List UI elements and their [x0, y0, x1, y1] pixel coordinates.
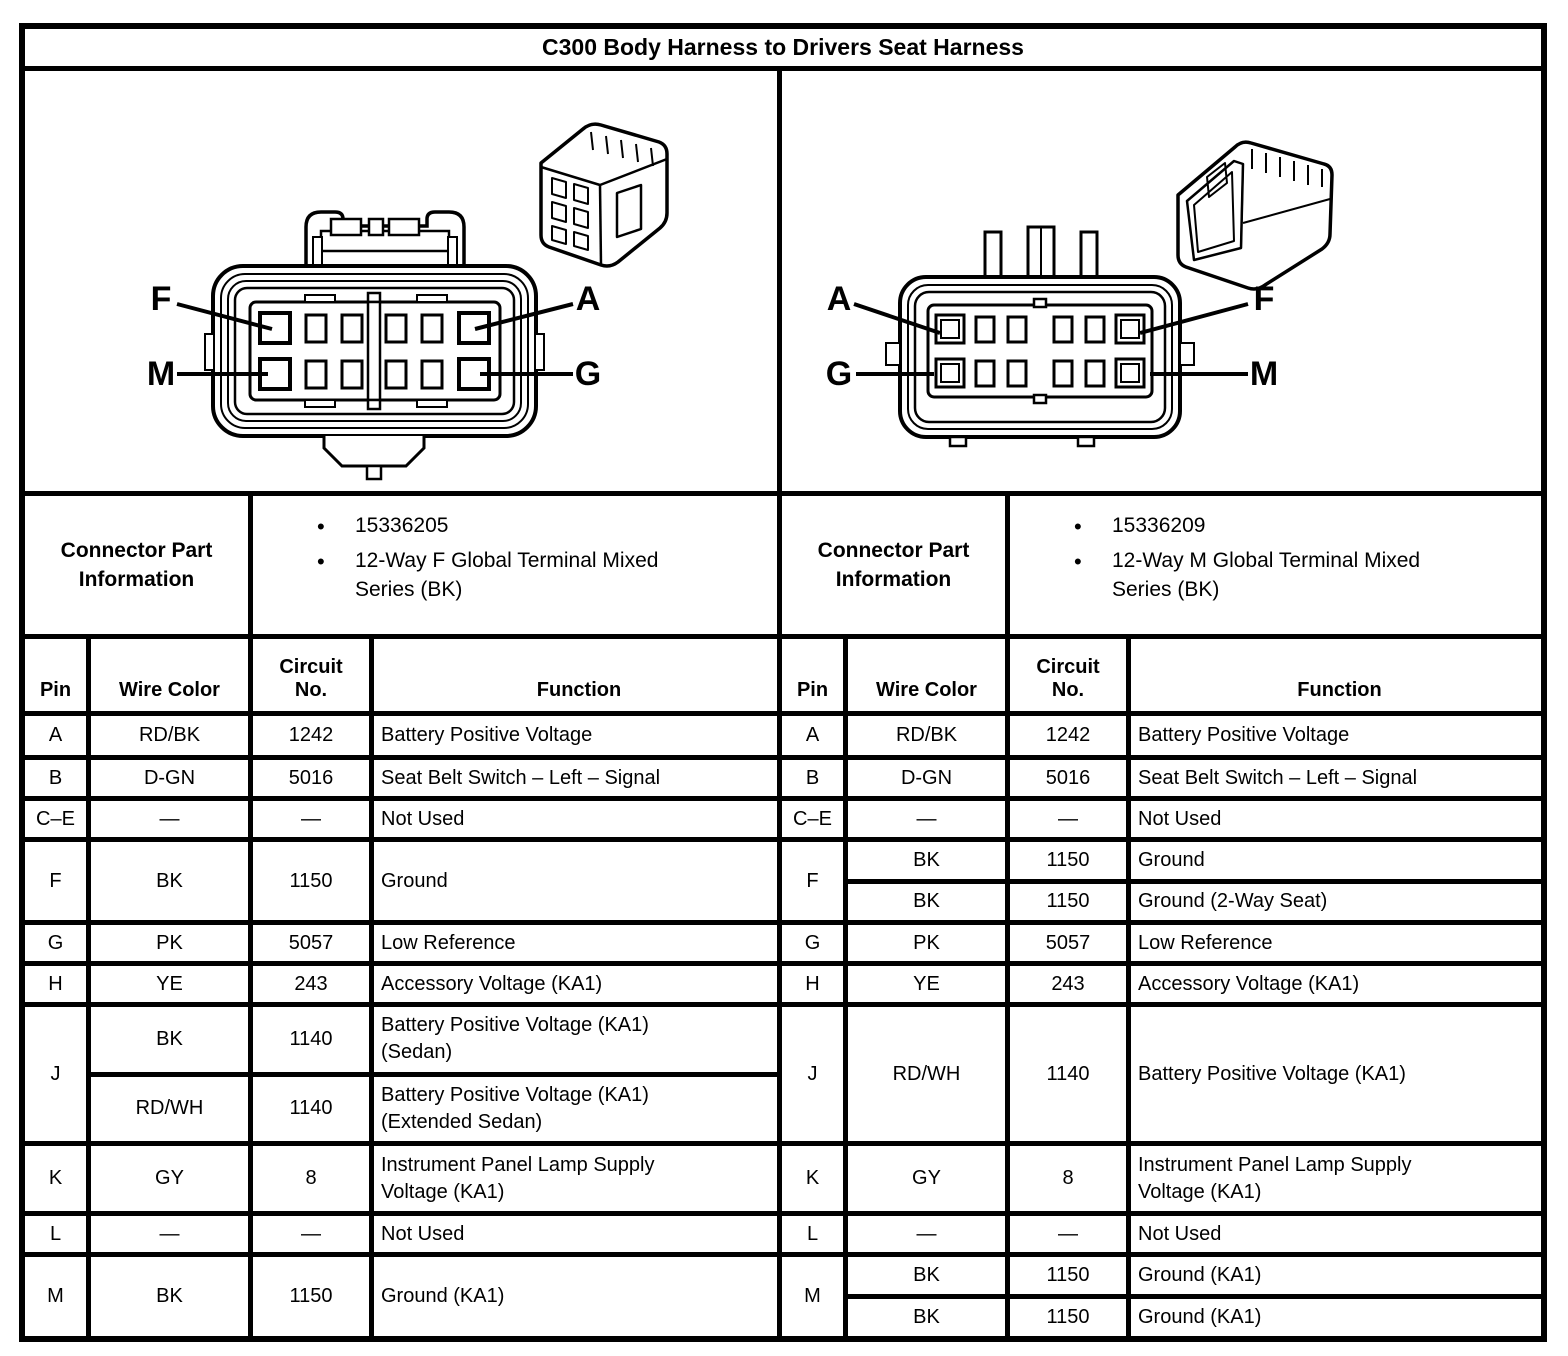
function-cell: Battery Positive Voltage — [1138, 724, 1350, 746]
circuit-cell: 1150 — [253, 1257, 374, 1336]
table-subrow — [848, 842, 1541, 879]
bullet-icon — [1074, 512, 1112, 543]
table-row — [782, 1211, 1541, 1252]
pin-cell: H — [782, 966, 848, 1002]
column-header-circuit-no: Circuit No. — [1010, 639, 1131, 711]
pin-cell: A — [782, 716, 848, 755]
table-header-row — [25, 639, 777, 711]
function-cell: Ground (KA1) — [381, 1285, 505, 1307]
circuit-cell: 1150 — [1010, 1299, 1131, 1336]
right-pin-label-bottom-right: M — [1249, 355, 1279, 393]
circuit-cell: 1140 — [253, 1007, 374, 1072]
pin-cell: G — [25, 925, 91, 961]
right-connector-top-tabs — [985, 227, 1097, 280]
circuit-cell: 1140 — [1010, 1007, 1131, 1141]
pin-cell: J — [782, 1007, 848, 1141]
list-item: • 12-Way M Global Terminal Mixed Series (BK) — [1074, 547, 1533, 605]
wire-color-cell: BK — [91, 842, 253, 920]
table-row — [25, 961, 777, 1002]
table-row — [782, 755, 1541, 796]
pin-cell: A — [25, 716, 91, 755]
circuit-cell: 1242 — [253, 716, 374, 755]
wire-color-cell: BK — [91, 1257, 253, 1336]
circuit-cell: 1150 — [1010, 884, 1131, 921]
function-cell: Instrument Panel Lamp Supply Voltage (KA1) — [1138, 1153, 1412, 1203]
table-row — [25, 1252, 777, 1336]
left-part-info-label: Connector Part Information — [25, 496, 253, 634]
right-connector-face-drawing — [782, 71, 1533, 491]
circuit-cell: 5016 — [253, 760, 374, 796]
circuit-cell: — — [1010, 1216, 1131, 1252]
function-cell: Battery Positive Voltage — [381, 724, 593, 746]
connector-part-info-row — [25, 496, 1541, 639]
left-connector-3d-view — [541, 124, 667, 266]
function-cell: Seat Belt Switch – Left – Signal — [1138, 766, 1418, 789]
left-pin-table — [25, 639, 782, 1336]
right-part-info-label: Connector Part Information — [782, 496, 1010, 634]
pin-cell: L — [25, 1216, 91, 1252]
column-header-pin: Pin — [782, 639, 848, 711]
wire-color-cell: — — [848, 1216, 1010, 1252]
function-cell: Not Used — [381, 807, 465, 830]
left-pin-label-bottom-right: G — [574, 355, 602, 393]
circuit-cell: — — [253, 1216, 374, 1252]
table-row — [25, 711, 777, 755]
left-connector-diagram — [25, 71, 782, 491]
circuit-cell: 1150 — [1010, 1257, 1131, 1294]
circuit-cell: 243 — [1010, 966, 1131, 1002]
function-cell: Not Used — [1138, 807, 1222, 830]
circuit-cell: 1140 — [253, 1077, 374, 1142]
column-header-wire-color: Wire Color — [848, 639, 1010, 711]
pin-cell: K — [782, 1146, 848, 1211]
function-cell: Ground (KA1) — [1138, 1264, 1262, 1286]
bullet-icon — [317, 547, 355, 605]
wire-color-cell: D-GN — [848, 760, 1010, 796]
function-cell: Accessory Voltage (KA1) — [381, 972, 603, 995]
function-cell: Ground — [381, 869, 448, 892]
circuit-cell: — — [1010, 801, 1131, 837]
pin-cell: H — [25, 966, 91, 1002]
wire-color-cell: BK — [848, 1257, 1010, 1294]
pin-cell: K — [25, 1146, 91, 1211]
right-connector-3d-view — [1178, 142, 1332, 289]
list-item: • 12-Way F Global Terminal Mixed Series (BK) — [317, 547, 769, 605]
circuit-cell: 5016 — [1010, 760, 1131, 796]
bullet-icon — [317, 512, 355, 543]
table-row — [782, 1002, 1541, 1141]
wire-color-cell: BK — [848, 1299, 1010, 1336]
wire-color-cell: BK — [848, 842, 1010, 879]
wire-color-cell: RD/BK — [848, 716, 1010, 755]
table-row — [782, 1141, 1541, 1211]
circuit-cell: 5057 — [1010, 925, 1131, 961]
column-header-circuit-no: Circuit No. — [253, 639, 374, 711]
pin-cell: M — [782, 1257, 848, 1336]
table-row — [25, 796, 777, 837]
wire-color-cell: — — [91, 801, 253, 837]
function-cell: Battery Positive Voltage (KA1) (Sedan) — [381, 1014, 649, 1064]
right-pin-label-top-right: F — [1253, 280, 1275, 318]
right-connector-diagram — [782, 71, 1541, 491]
function-cell: Ground — [1138, 848, 1205, 871]
function-cell: Instrument Panel Lamp Supply Voltage (KA1) — [381, 1153, 655, 1203]
column-header-function: Function — [1297, 679, 1382, 701]
pin-cell: B — [25, 760, 91, 796]
page-title: C300 Body Harness to Drivers Seat Harness — [25, 29, 1541, 71]
right-connector-face — [886, 277, 1194, 446]
function-cell: Ground (KA1) — [1138, 1306, 1262, 1328]
list-item: • 15336205 — [317, 512, 769, 543]
table-row — [782, 1252, 1541, 1336]
pin-cell: C–E — [25, 801, 91, 837]
wire-color-cell: PK — [91, 925, 253, 961]
pin-tables — [25, 639, 1541, 1336]
table-header-row — [782, 639, 1541, 711]
function-cell: Low Reference — [1138, 931, 1273, 954]
pin-cell: F — [782, 842, 848, 920]
wire-color-cell: — — [91, 1216, 253, 1252]
table-subrow — [848, 879, 1541, 921]
circuit-cell: 243 — [253, 966, 374, 1002]
column-header-function: Function — [536, 679, 622, 701]
circuit-cell: 5057 — [253, 925, 374, 961]
wire-color-cell: YE — [91, 966, 253, 1002]
table-row — [25, 1002, 777, 1141]
pin-cell: L — [782, 1216, 848, 1252]
table-row — [25, 1211, 777, 1252]
pin-cell: M — [25, 1257, 91, 1336]
bullet-icon — [1074, 547, 1112, 605]
left-pin-label-bottom-left: M — [146, 355, 176, 393]
wire-color-cell: D-GN — [91, 760, 253, 796]
table-row — [782, 711, 1541, 755]
right-pin-table — [782, 639, 1541, 1336]
table-row — [25, 1141, 777, 1211]
left-connector-face-drawing — [25, 71, 777, 491]
wire-color-cell: YE — [848, 966, 1010, 1002]
table-row — [25, 920, 777, 961]
column-header-wire-color: Wire Color — [91, 639, 253, 711]
wire-color-cell: RD/WH — [91, 1077, 253, 1142]
circuit-cell: — — [253, 801, 374, 837]
wire-color-cell: BK — [91, 1007, 253, 1072]
wire-color-cell: — — [848, 801, 1010, 837]
connector-diagrams — [25, 71, 1541, 496]
pin-cell: C–E — [782, 801, 848, 837]
circuit-cell: 1242 — [1010, 716, 1131, 755]
function-cell: Not Used — [1138, 1222, 1222, 1245]
wire-color-cell: RD/BK — [91, 716, 253, 755]
list-item: • 15336209 — [1074, 512, 1533, 543]
function-cell: Not Used — [381, 1222, 465, 1245]
table-row — [782, 837, 1541, 920]
left-connector-lock-tab — [306, 212, 464, 267]
circuit-cell: 8 — [1010, 1146, 1131, 1211]
circuit-cell: 8 — [253, 1146, 374, 1211]
table-subrow — [848, 1294, 1541, 1336]
right-pin-label-bottom-left: G — [825, 355, 853, 393]
table-subrow — [91, 1007, 777, 1072]
table-subrow — [848, 1257, 1541, 1294]
table-row — [782, 961, 1541, 1002]
wire-color-cell: RD/WH — [848, 1007, 1010, 1141]
function-cell: Battery Positive Voltage (KA1) (Extended Sedan) — [381, 1083, 649, 1133]
document-frame — [19, 23, 1547, 1342]
table-row — [25, 837, 777, 920]
wire-color-cell: GY — [91, 1146, 253, 1211]
function-cell: Low Reference — [381, 931, 516, 954]
column-header-pin: Pin — [25, 639, 91, 711]
wire-color-cell: GY — [848, 1146, 1010, 1211]
pin-cell: J — [25, 1007, 91, 1141]
table-subrow — [91, 1072, 777, 1142]
right-part-info-list — [1010, 496, 1541, 634]
function-cell: Seat Belt Switch – Left – Signal — [381, 766, 661, 789]
right-pin-label-top-left: A — [826, 280, 852, 318]
circuit-cell: 1150 — [1010, 842, 1131, 879]
wire-color-cell: PK — [848, 925, 1010, 961]
wire-color-cell: BK — [848, 884, 1010, 921]
left-pin-label-top-right: A — [575, 280, 601, 318]
function-cell: Accessory Voltage (KA1) — [1138, 972, 1360, 995]
pin-cell: G — [782, 925, 848, 961]
left-part-info-list — [253, 496, 777, 634]
table-row — [782, 796, 1541, 837]
circuit-cell: 1150 — [253, 842, 374, 920]
left-pin-label-top-left: F — [150, 280, 172, 318]
function-cell: Ground (2-Way Seat) — [1138, 890, 1328, 913]
pin-cell: B — [782, 760, 848, 796]
function-cell: Battery Positive Voltage (KA1) — [1138, 1062, 1406, 1085]
table-row — [782, 920, 1541, 961]
pin-cell: F — [25, 842, 91, 920]
table-row — [25, 755, 777, 796]
